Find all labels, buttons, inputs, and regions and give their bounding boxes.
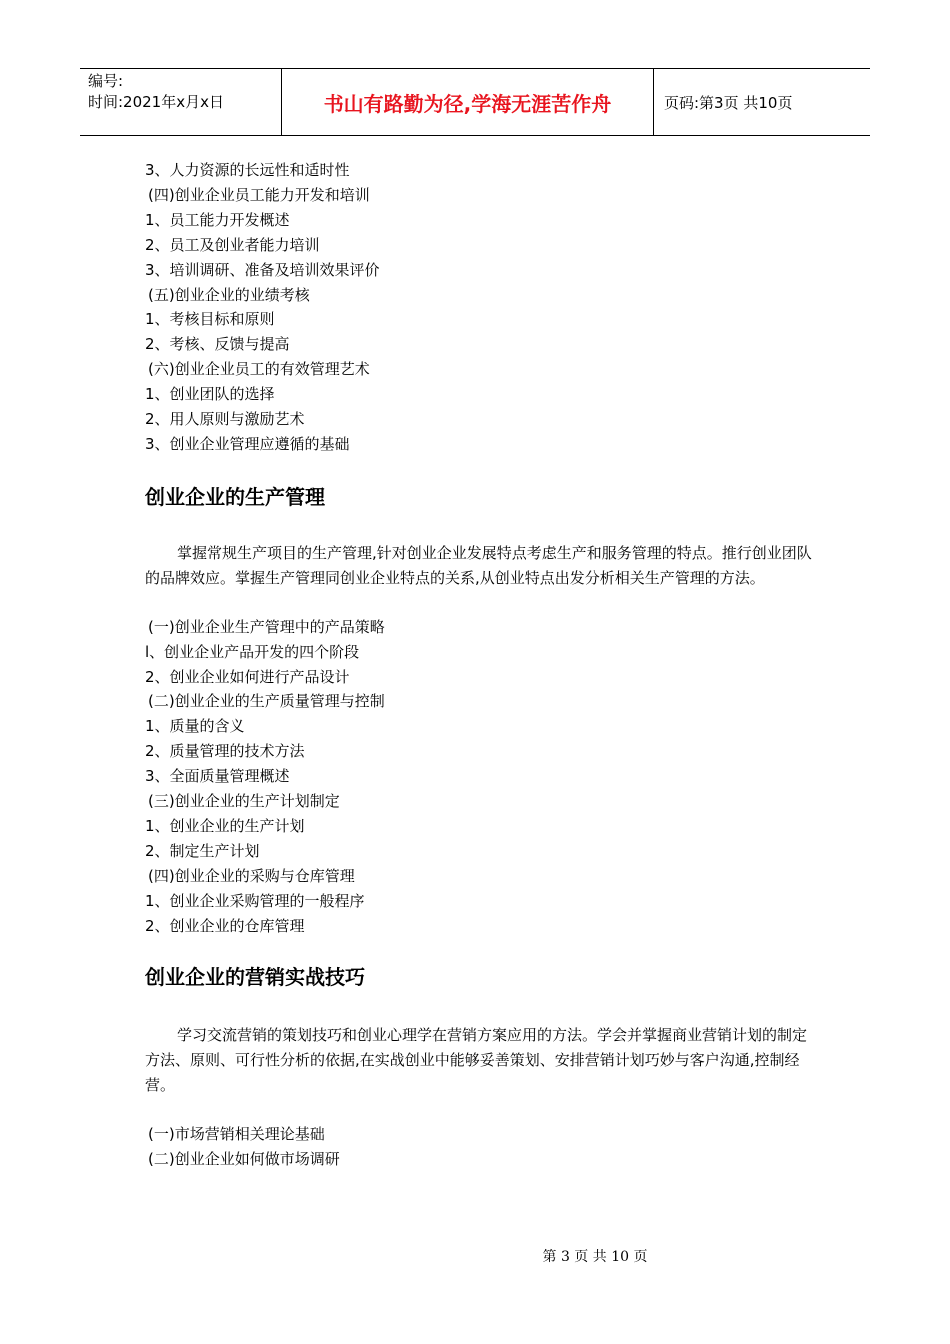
outline-line: 3、人力资源的长远性和适时性 (145, 161, 350, 179)
outline-line: 3、全面质量管理概述 (145, 767, 290, 786)
outline-block-marketing (145, 1122, 815, 1172)
outline-line: (四)创业企业员工能力开发和培训 (148, 185, 370, 204)
outline-line: 1、创业企业的生产计划 (145, 816, 305, 835)
outline-line: 1、创业企业采购管理的一般程序 (145, 891, 365, 910)
outline-line: 2、创业企业的仓库管理 (145, 916, 305, 935)
outline-line: (二)创业企业的生产质量管理与控制 (148, 692, 385, 711)
section-paragraph-production: 掌握常规生产项目的生产管理,针对创业企业发展特点考虑生产和服务管理的特点。推行创业团队的品牌效应。掌握生产管理同创业企业特点的关系,从创业特点出发分析相关生产管理的方法。 (145, 543, 812, 587)
header-page-info: 页码:第3页 共10页 (664, 93, 793, 112)
outline-line: 2、用人原则与激励艺术 (145, 410, 305, 429)
document-number: 编号: (88, 72, 124, 90)
section-heading-marketing: 创业企业的营销实战技巧 (145, 965, 365, 990)
outline-line: (一)市场营销相关理论基础 (148, 1125, 325, 1144)
outline-line: (三)创业企业的生产计划制定 (148, 792, 340, 811)
outline-line: (一)创业企业生产管理中的产品策略 (148, 617, 385, 636)
document-body (145, 158, 815, 1172)
outline-line: (五)创业企业的业绩考核 (148, 285, 310, 304)
outline-line: 1、员工能力开发概述 (145, 210, 290, 229)
header-motto: 书山有路勤为径,学海无涯苦作舟 (282, 69, 654, 135)
outline-block-hr (145, 158, 815, 457)
page-header (80, 68, 870, 136)
outline-block-production (145, 615, 815, 939)
outline-line: 3、创业企业管理应遵循的基础 (145, 434, 350, 453)
outline-line: (二)创业企业如何做市场调研 (148, 1150, 340, 1169)
section-heading-production: 创业企业的生产管理 (145, 484, 325, 509)
outline-line: 2、质量管理的技术方法 (145, 742, 305, 761)
outline-line: 2、制定生产计划 (145, 841, 260, 860)
outline-line: (四)创业企业的采购与仓库管理 (148, 866, 355, 885)
outline-line: 1、考核目标和原则 (145, 310, 275, 329)
outline-line: 1、质量的含义 (145, 717, 245, 736)
outline-line: l、创业企业产品开发的四个阶段 (145, 642, 360, 661)
outline-line: 2、创业企业如何进行产品设计 (145, 667, 350, 686)
outline-line: (六)创业企业员工的有效管理艺术 (148, 360, 370, 379)
outline-line: 3、培训调研、准备及培训效果评价 (145, 260, 380, 279)
header-meta (80, 69, 282, 135)
outline-line: 2、考核、反馈与提高 (145, 335, 290, 354)
document-time: 时间:2021年x月x日 (88, 93, 224, 111)
outline-line: 1、创业团队的选择 (145, 385, 275, 404)
outline-line: 2、员工及创业者能力培训 (145, 235, 320, 254)
page-footer: 第 3 页 共 10 页 (542, 1249, 648, 1265)
section-paragraph-marketing: 学习交流营销的策划技巧和创业心理学在营销方案应用的方法。学会并掌握商业营销计划的制定方法、原则、可行性分析的依据,在实战创业中能够妥善策划、安排营销计划巧妙与客户沟通,控制经营。 (145, 1026, 808, 1095)
